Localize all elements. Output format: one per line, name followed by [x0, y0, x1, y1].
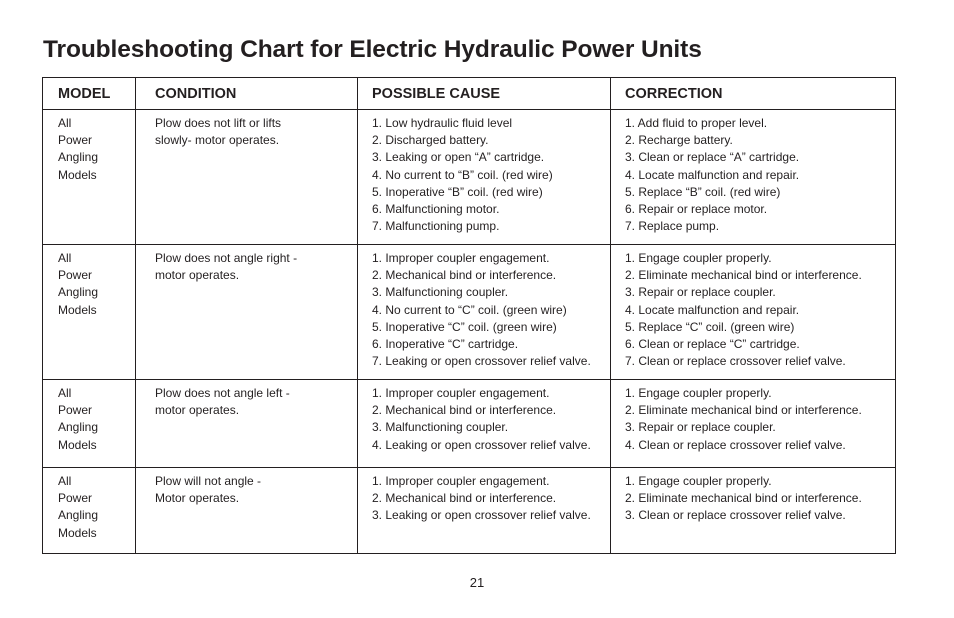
- condition-line: motor operates.: [155, 403, 240, 418]
- table-row: [43, 380, 896, 468]
- cause-item: 2. Mechanical bind or interference.: [372, 268, 557, 283]
- model-line: Power: [58, 133, 93, 148]
- header-possible-cause: POSSIBLE CAUSE: [358, 78, 611, 110]
- header-model: MODEL: [43, 78, 136, 110]
- header-condition: CONDITION: [136, 78, 358, 110]
- model-line: All: [58, 116, 72, 130]
- condition-line: Plow does not lift or lifts: [155, 116, 282, 130]
- model-line: Models: [58, 437, 97, 452]
- cause-item: 5. Inoperative “C” coil. (green wire): [372, 319, 557, 334]
- page-title: Troubleshooting Chart for Electric Hydraulic Power Units: [43, 36, 702, 63]
- possible-cause-cell: [358, 245, 611, 380]
- correction-item: 4. Locate malfunction and repair.: [625, 167, 800, 182]
- cause-item: 3. Malfunctioning coupler.: [372, 420, 509, 435]
- condition-line: Plow will not angle -: [155, 474, 262, 488]
- model-line: Angling: [58, 508, 99, 523]
- model-cell: [43, 110, 136, 245]
- cause-item: 1. Improper coupler engagement.: [372, 474, 550, 488]
- correction-item: 4. Clean or replace crossover relief valve.: [625, 437, 846, 452]
- condition-cell: [136, 380, 358, 468]
- correction-item: 2. Eliminate mechanical bind or interference.: [625, 403, 862, 418]
- correction-cell: [611, 380, 896, 468]
- model-line: Power: [58, 268, 93, 283]
- model-line: Angling: [58, 150, 99, 165]
- table-row: [43, 110, 896, 245]
- correction-item: 3. Repair or replace coupler.: [625, 420, 776, 435]
- correction-item: 5. Replace “C” coil. (green wire): [625, 319, 795, 334]
- correction-item: 2. Eliminate mechanical bind or interference.: [625, 491, 862, 506]
- model-line: Angling: [58, 285, 99, 300]
- correction-cell: [611, 245, 896, 380]
- cause-item: 2. Mechanical bind or interference.: [372, 403, 557, 418]
- table-row: [43, 245, 896, 380]
- cause-item: 2. Discharged battery.: [372, 133, 489, 148]
- cause-item: 4. Leaking or open crossover relief valve.: [372, 437, 591, 452]
- correction-cell: [611, 468, 896, 554]
- condition-line: Plow does not angle right -: [155, 251, 298, 265]
- possible-cause-cell: [358, 110, 611, 245]
- correction-item: 5. Replace “B” coil. (red wire): [625, 184, 781, 199]
- model-line: Models: [58, 525, 97, 540]
- model-line: Models: [58, 167, 97, 182]
- correction-item: 7. Clean or replace crossover relief valve.: [625, 354, 846, 369]
- model-line: All: [58, 474, 72, 488]
- correction-item: 3. Repair or replace coupler.: [625, 285, 776, 300]
- model-cell: [43, 468, 136, 554]
- cause-item: 4. No current to “B” coil. (red wire): [372, 167, 553, 182]
- cause-item: 6. Inoperative “C” cartridge.: [372, 337, 519, 352]
- correction-item: 1. Engage coupler properly.: [625, 386, 772, 400]
- model-line: All: [58, 386, 72, 400]
- condition-cell: [136, 468, 358, 554]
- condition-line: motor operates.: [155, 268, 240, 283]
- condition-line: slowly- motor operates.: [155, 133, 280, 148]
- condition-cell: [136, 245, 358, 380]
- header-correction: CORRECTION: [611, 78, 896, 110]
- possible-cause-cell: [358, 380, 611, 468]
- cause-item: 1. Improper coupler engagement.: [372, 386, 550, 400]
- correction-item: 1. Engage coupler properly.: [625, 251, 772, 265]
- correction-item: 3. Clean or replace crossover relief valve.: [625, 508, 846, 523]
- correction-item: 7. Replace pump.: [625, 219, 720, 234]
- model-line: All: [58, 251, 72, 265]
- cause-item: 4. No current to “C” coil. (green wire): [372, 302, 567, 317]
- cause-item: 3. Leaking or open “A” cartridge.: [372, 150, 545, 165]
- condition-line: Plow does not angle left -: [155, 386, 290, 400]
- correction-item: 1. Engage coupler properly.: [625, 474, 772, 488]
- correction-item: 4. Locate malfunction and repair.: [625, 302, 800, 317]
- correction-item: 6. Repair or replace motor.: [625, 202, 768, 217]
- model-cell: [43, 245, 136, 380]
- condition-cell: [136, 110, 358, 245]
- troubleshooting-table: [42, 77, 896, 554]
- correction-item: 1. Add fluid to proper level.: [625, 116, 768, 130]
- cause-item: 6. Malfunctioning motor.: [372, 202, 500, 217]
- model-line: Power: [58, 491, 93, 506]
- cause-item: 3. Malfunctioning coupler.: [372, 285, 509, 300]
- cause-item: 1. Improper coupler engagement.: [372, 251, 550, 265]
- model-line: Models: [58, 302, 97, 317]
- possible-cause-cell: [358, 468, 611, 554]
- cause-item: 7. Leaking or open crossover relief valve.: [372, 354, 591, 369]
- correction-item: 2. Recharge battery.: [625, 133, 733, 148]
- cause-item: 7. Malfunctioning pump.: [372, 219, 500, 234]
- cause-item: 1. Low hydraulic fluid level: [372, 116, 513, 130]
- model-cell: [43, 380, 136, 468]
- correction-item: 2. Eliminate mechanical bind or interference.: [625, 268, 862, 283]
- table-row: [43, 468, 896, 554]
- page-number: 21: [469, 575, 485, 590]
- correction-item: 3. Clean or replace “A” cartridge.: [625, 150, 800, 165]
- cause-item: 3. Leaking or open crossover relief valve.: [372, 508, 591, 523]
- model-line: Angling: [58, 420, 99, 435]
- cause-item: 2. Mechanical bind or interference.: [372, 491, 557, 506]
- condition-line: Motor operates.: [155, 491, 240, 506]
- table-header-row: [43, 78, 896, 110]
- model-line: Power: [58, 403, 93, 418]
- cause-item: 5. Inoperative “B” coil. (red wire): [372, 184, 543, 199]
- correction-cell: [611, 110, 896, 245]
- correction-item: 6. Clean or replace “C” cartridge.: [625, 337, 800, 352]
